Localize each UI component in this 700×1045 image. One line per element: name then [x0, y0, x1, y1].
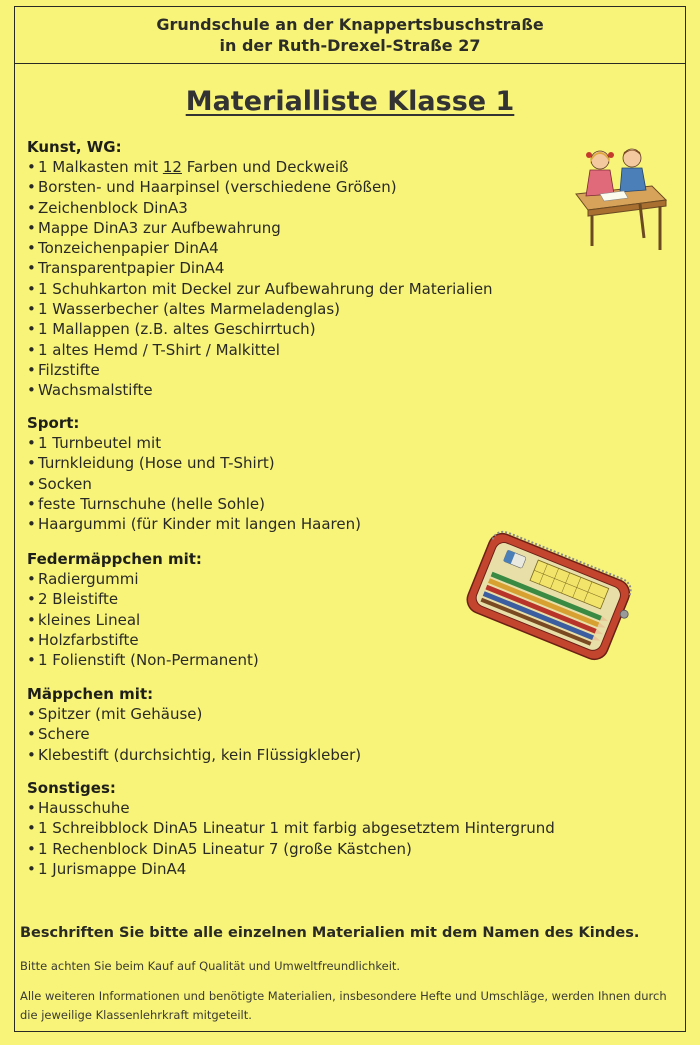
- list-item: • 1 Schuhkarton mit Deckel zur Aufbewahrung der Materialien: [27, 279, 647, 299]
- list-item: • 2 Bleistifte: [27, 589, 647, 609]
- list-item: • Klebestift (durchsichtig, kein Flüssigkleber): [27, 745, 647, 765]
- list-item: • 1 Folienstift (Non-Permanent): [27, 650, 647, 670]
- section-title: Federmäppchen mit:: [27, 550, 202, 568]
- info-note: Alle weiteren Informationen und benötigte Materialien, insbesondere Hefte und Umschläge, werden Ihnen durch die jeweilige Klassenlehrkraft mitgeteilt.: [20, 989, 667, 1022]
- list-item: • 1 Schreibblock DinA5 Lineatur 1 mit farbig abgesetztem Hintergrund: [27, 818, 647, 838]
- list-item: • Spitzer (mit Gehäuse): [27, 704, 647, 724]
- list-item: • Socken: [27, 474, 647, 494]
- section-kunst: [27, 137, 647, 401]
- school-name: Grundschule an der Knappertsbuschstraße: [156, 15, 544, 34]
- list-item: • 1 Turnbeutel mit: [27, 433, 647, 453]
- list-item: • Borsten- und Haarpinsel (verschiedene Größen): [27, 177, 647, 197]
- list-item: • Radiergummi: [27, 569, 647, 589]
- section-maeppchen: [27, 684, 647, 765]
- list-item: • 1 altes Hemd / T-Shirt / Malkittel: [27, 340, 647, 360]
- list-item: • Tonzeichenpapier DinA4: [27, 238, 647, 258]
- list-item: • feste Turnschuhe (helle Sohle): [27, 494, 647, 514]
- section-sonstiges: [27, 778, 647, 879]
- item-list: [27, 157, 647, 401]
- list-item: • Holzfarbstifte: [27, 630, 647, 650]
- item-list: [27, 798, 647, 879]
- list-item: • Filzstifte: [27, 360, 647, 380]
- section-title: Mäppchen mit:: [27, 685, 154, 703]
- quality-note: Bitte achten Sie beim Kauf auf Qualität und Umweltfreundlichkeit.: [20, 959, 401, 973]
- list-item: • 1 Rechenblock DinA5 Lineatur 7 (große Kästchen): [27, 839, 647, 859]
- section-title: Kunst, WG:: [27, 138, 122, 156]
- school-header: [14, 6, 686, 64]
- item-list: [27, 704, 647, 765]
- section-title: Sonstiges:: [27, 779, 116, 797]
- label-instruction: Beschriften Sie bitte alle einzelnen Materialien mit dem Namen des Kindes.: [20, 925, 640, 941]
- list-item: • Mappe DinA3 zur Aufbewahrung: [27, 218, 647, 238]
- list-item: • kleines Lineal: [27, 610, 647, 630]
- section-title: Sport:: [27, 414, 80, 432]
- list-item: • Schere: [27, 724, 647, 744]
- section-sport: [27, 413, 647, 534]
- list-item: • Haargummi (für Kinder mit langen Haaren): [27, 514, 647, 534]
- pencil-case-illustration: [466, 525, 634, 665]
- list-item: • Hausschuhe: [27, 798, 647, 818]
- children-at-desk-illustration: [570, 142, 670, 254]
- list-item: • 1 Wasserbecher (altes Marmeladenglas): [27, 299, 647, 319]
- list-item: • 1 Jurismappe DinA4: [27, 859, 647, 879]
- list-item: • Zeichenblock DinA3: [27, 198, 647, 218]
- list-item: • 1 Mallappen (z.B. altes Geschirrtuch): [27, 319, 647, 339]
- school-address: in der Ruth-Drexel-Straße 27: [219, 36, 481, 55]
- page-title: Materialliste Klasse 1: [185, 86, 515, 117]
- item-list: [27, 433, 647, 534]
- list-item: • 1 Malkasten mit 12 Farben und Deckweiß: [27, 157, 647, 177]
- list-item: • Turnkleidung (Hose und T-Shirt): [27, 453, 647, 473]
- list-item: • Transparentpapier DinA4: [27, 258, 647, 278]
- list-item: • Wachsmalstifte: [27, 380, 647, 400]
